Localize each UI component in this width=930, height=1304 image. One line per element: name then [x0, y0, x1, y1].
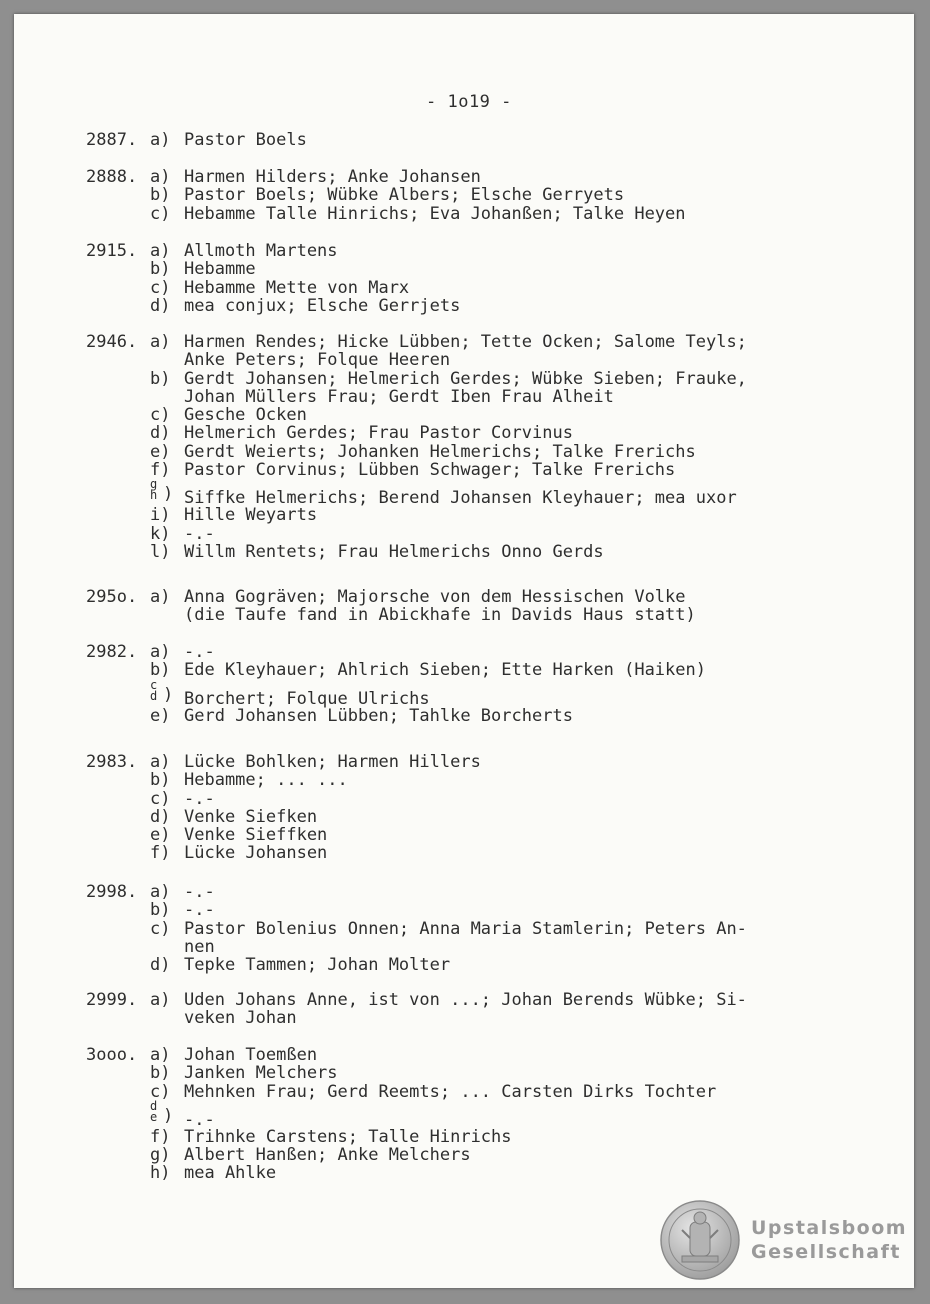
- entry-sublabel: g: [150, 477, 158, 492]
- entry-number: 2982.: [86, 642, 138, 662]
- entry-line: [86, 424, 846, 442]
- entry-text: Borchert; Folque Ulrichs: [184, 688, 430, 709]
- entry-line: [86, 1098, 846, 1130]
- entry-line: [86, 333, 846, 351]
- entry-sublabel: l): [150, 541, 171, 562]
- brace-paren: ): [163, 1105, 174, 1126]
- entry-text: -.-: [184, 642, 215, 662]
- entry-sublabel: b): [150, 900, 171, 921]
- entry-text: nen: [184, 936, 215, 957]
- entry-sublabel: a): [150, 882, 171, 902]
- society-seal-icon: [660, 1200, 740, 1280]
- entry-text: -.-: [184, 900, 215, 921]
- entry-line: [86, 661, 846, 679]
- entry-sublabel: b): [150, 259, 171, 280]
- entry-text: Harmen Hilders; Anke Johansen: [184, 167, 481, 187]
- entry-line: [86, 279, 846, 297]
- entry-line: [86, 506, 846, 524]
- register-entry: [86, 643, 846, 725]
- entry-line: [86, 351, 846, 369]
- entry-line: [86, 131, 846, 149]
- entry-text: Lücke Johansen: [184, 843, 328, 864]
- register-entry: [86, 242, 846, 315]
- entry-line: [86, 1083, 846, 1101]
- entry-sublabel: d: [150, 688, 158, 703]
- entry-text: Hebamme; ... ...: [184, 770, 348, 791]
- entry-text: Johan Müllers Frau; Gerdt Iben Frau Alheit: [184, 386, 614, 407]
- entry-sublabel: d): [150, 806, 171, 827]
- entry-sublabel: d: [150, 1098, 158, 1113]
- entry-sublabel: a): [150, 130, 171, 150]
- entry-sublabel: d): [150, 295, 171, 316]
- entry-text: Allmoth Martens: [184, 241, 338, 261]
- entry-sublabel: a): [150, 167, 171, 187]
- entry-line: [86, 790, 846, 808]
- entry-sublabel: a): [150, 752, 171, 772]
- entry-line: [86, 588, 846, 606]
- entry-sublabel: h): [150, 1163, 171, 1184]
- entry-sublabel: a): [150, 332, 171, 352]
- entry-text: Mehnken Frau; Gerd Reemts; ... Carsten Dirks Tochter: [184, 1081, 717, 1102]
- register-entry: [86, 168, 846, 223]
- brace-paren: ): [163, 684, 174, 705]
- entry-line: [86, 956, 846, 974]
- entry-line: [86, 388, 846, 406]
- entry-line: [86, 260, 846, 278]
- register-entry: [86, 131, 846, 149]
- entry-number: 2888.: [86, 167, 138, 187]
- entry-sublabel: c): [150, 277, 171, 298]
- entry-line: [86, 753, 846, 771]
- entry-text: -.-: [184, 788, 215, 809]
- entry-sublabel: e: [150, 1109, 158, 1124]
- entry-line: [86, 606, 846, 624]
- entry-number: 2983.: [86, 752, 138, 772]
- entry-line: [86, 883, 846, 901]
- entry-text: Venke Sieffken: [184, 825, 328, 846]
- entry-line: [86, 186, 846, 204]
- entry-text: -.-: [184, 882, 215, 902]
- entry-text: -.-: [184, 1109, 215, 1130]
- entry-line: [86, 1009, 846, 1027]
- entry-sublabel: c): [150, 405, 171, 426]
- entry-text: Helmerich Gerdes; Frau Pastor Corvinus: [184, 423, 573, 444]
- entry-sublabel: e): [150, 825, 171, 846]
- entry-text: Hille Weyarts: [184, 505, 318, 526]
- entry-text: Lücke Bohlken; Harmen Hillers: [184, 752, 481, 772]
- entry-text: Albert Hanßen; Anke Melchers: [184, 1145, 471, 1166]
- entry-text: Harmen Rendes; Hicke Lübben; Tette Ocken; Salome Teyls;: [184, 332, 747, 352]
- entry-text: Trihnke Carstens; Talle Hinrichs: [184, 1126, 512, 1147]
- entry-text: Hebamme Mette von Marx: [184, 277, 410, 298]
- entry-text: Anke Peters; Folque Heeren: [184, 350, 451, 371]
- entry-line: [86, 1146, 846, 1164]
- entry-sublabel: f): [150, 460, 171, 481]
- entry-line: [86, 901, 846, 919]
- register-entry: [86, 333, 846, 561]
- entry-text: Pastor Boels; Wübke Albers; Elsche Gerryets: [184, 185, 625, 206]
- entry-sublabel: h: [150, 488, 158, 503]
- register-entry: [86, 753, 846, 863]
- entry-number: 2887.: [86, 130, 138, 150]
- entry-sublabel: d): [150, 423, 171, 444]
- entry-sublabel: k): [150, 523, 171, 544]
- entry-text: Gerd Johansen Lübben; Tahlke Borcherts: [184, 705, 573, 726]
- register-entry: [86, 883, 846, 974]
- brace-paren: ): [163, 484, 174, 505]
- entry-line: [86, 242, 846, 260]
- entry-text: Gerdt Johansen; Helmerich Gerdes; Wübke Sieben; Frauke,: [184, 368, 747, 389]
- entry-text: (die Taufe fand in Abickhafe in Davids Haus statt): [184, 605, 696, 626]
- entry-sublabel: a): [150, 587, 171, 607]
- entry-line: [86, 205, 846, 223]
- entry-text: Gerdt Weierts; Johanken Helmerichs; Talke Frerichs: [184, 441, 696, 462]
- entry-sublabel: e): [150, 441, 171, 462]
- entry-sublabel: b): [150, 770, 171, 791]
- brace-labels: [150, 1098, 174, 1126]
- document-page: [14, 14, 914, 1288]
- entry-line: [86, 707, 846, 725]
- entry-text: mea Ahlke: [184, 1163, 277, 1184]
- entry-text: Johan Toemßen: [184, 1045, 318, 1065]
- entry-text: -.-: [184, 523, 215, 544]
- entry-text: Venke Siefken: [184, 806, 318, 827]
- entry-line: [86, 643, 846, 661]
- entry-number: 3ooo.: [86, 1045, 138, 1065]
- page-number: - 1o19 -: [426, 92, 512, 112]
- entry-text: Hebamme: [184, 259, 256, 280]
- entry-sublabel: d): [150, 955, 171, 976]
- entry-sublabel: c): [150, 918, 171, 939]
- entry-text: Ede Kleyhauer; Ahlrich Sieben; Ette Harken (Haiken): [184, 660, 706, 681]
- entry-sublabel: b): [150, 1063, 171, 1084]
- entry-sublabel: e): [150, 705, 171, 726]
- entry-sublabel: c): [150, 203, 171, 224]
- entry-line: [86, 525, 846, 543]
- entry-sublabel: c): [150, 1081, 171, 1102]
- entry-sublabel: a): [150, 990, 171, 1010]
- entry-sublabel: b): [150, 185, 171, 206]
- society-name-line1: Upstalsboom: [751, 1217, 908, 1239]
- entry-number: 2999.: [86, 990, 138, 1010]
- entry-line: [86, 1064, 846, 1082]
- society-name: [751, 1216, 907, 1264]
- entry-text: Tepke Tammen; Johan Molter: [184, 955, 451, 976]
- entry-number: 295o.: [86, 587, 138, 607]
- entry-line: [86, 808, 846, 826]
- brace-labels: [150, 677, 174, 705]
- entry-line: [86, 370, 846, 388]
- entry-text: Gesche Ocken: [184, 405, 307, 426]
- entry-text: Janken Melchers: [184, 1063, 338, 1084]
- entry-text: Siffke Helmerichs; Berend Johansen Kleyhauer; mea uxor: [184, 488, 737, 509]
- entry-text: veken Johan: [184, 1008, 297, 1029]
- entry-line: [86, 168, 846, 186]
- entry-text: Uden Johans Anne, ist von ...; Johan Berends Wübke; Si-: [184, 990, 747, 1010]
- entry-sublabel: b): [150, 368, 171, 389]
- entry-line: [86, 920, 846, 938]
- entry-text: Pastor Corvinus; Lübben Schwager; Talke Frerichs: [184, 460, 676, 481]
- entry-sublabel: f): [150, 843, 171, 864]
- brace-labels: [150, 477, 174, 505]
- entry-sublabel: b): [150, 660, 171, 681]
- entry-line: [86, 826, 846, 844]
- entry-sublabel: a): [150, 241, 171, 261]
- register-entry: [86, 588, 846, 625]
- entry-text: Pastor Bolenius Onnen; Anna Maria Stamlerin; Peters An-: [184, 918, 747, 939]
- entry-number: 2946.: [86, 332, 138, 352]
- entry-sublabel: a): [150, 642, 171, 662]
- entry-line: [86, 1164, 846, 1182]
- entry-sublabel: f): [150, 1126, 171, 1147]
- entry-text: Anna Gogräven; Majorsche von dem Hessischen Volke: [184, 587, 686, 607]
- register-entry: [86, 991, 846, 1028]
- entry-line: [86, 543, 846, 561]
- entry-line: [86, 1046, 846, 1064]
- entry-sublabel: a): [150, 1045, 171, 1065]
- entry-number: 2915.: [86, 241, 138, 261]
- entry-line: [86, 771, 846, 789]
- entry-line: [86, 938, 846, 956]
- entry-line: [86, 406, 846, 424]
- entry-line: [86, 477, 846, 509]
- entry-line: [86, 443, 846, 461]
- society-name-line2: Gesellschaft: [751, 1241, 901, 1263]
- entry-text: Pastor Boels: [184, 130, 307, 150]
- entry-line: [86, 677, 846, 709]
- entry-sublabel: g): [150, 1145, 171, 1166]
- entry-number: 2998.: [86, 882, 138, 902]
- entry-sublabel: i): [150, 505, 171, 526]
- entry-text: mea conjux; Elsche Gerrjets: [184, 295, 461, 316]
- entry-line: [86, 991, 846, 1009]
- entry-line: [86, 461, 846, 479]
- entry-line: [86, 297, 846, 315]
- entry-text: Hebamme Talle Hinrichs; Eva Johanßen; Talke Heyen: [184, 203, 686, 224]
- register-entry: [86, 1046, 846, 1183]
- entry-text: Willm Rentets; Frau Helmerichs Onno Gerds: [184, 541, 604, 562]
- entry-sublabel: c): [150, 788, 171, 809]
- entry-line: [86, 1128, 846, 1146]
- entry-line: [86, 844, 846, 862]
- entry-sublabel: c: [150, 677, 158, 692]
